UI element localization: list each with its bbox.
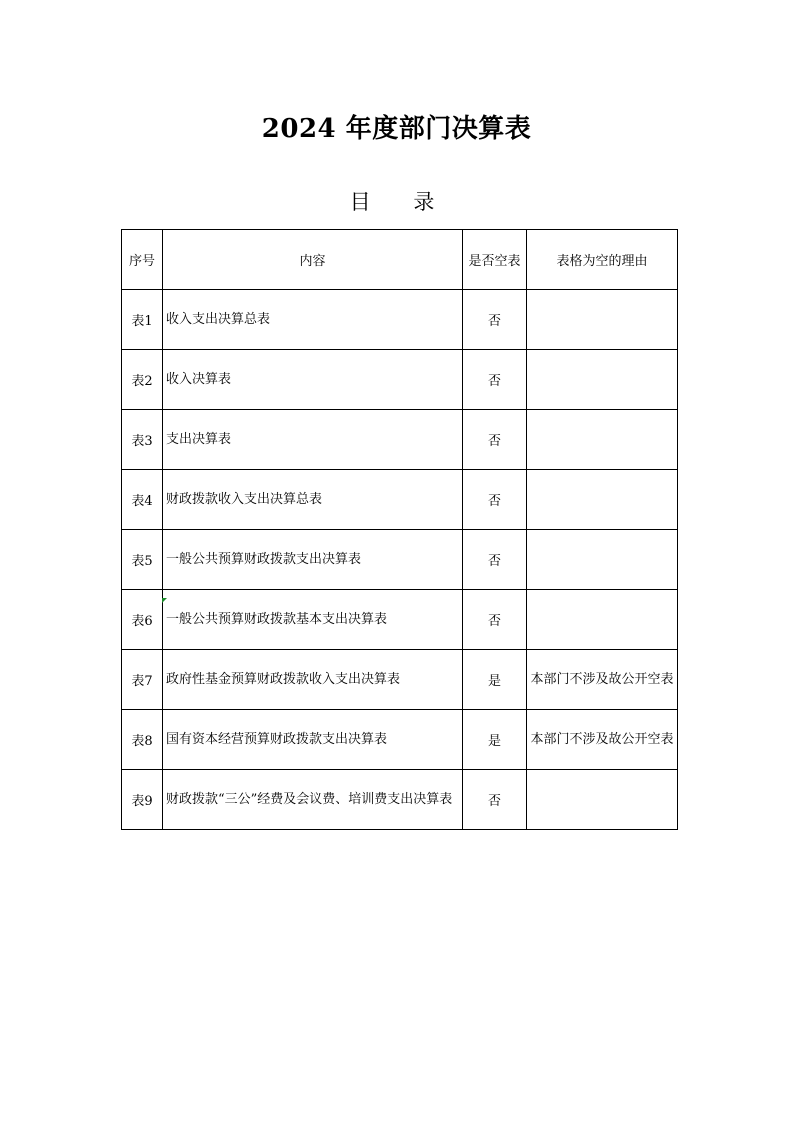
row-is-empty: 否 (463, 590, 527, 650)
row-no: 表9 (122, 770, 163, 830)
row-reason (527, 530, 678, 590)
row-reason: 本部门不涉及故公开空表 (527, 650, 678, 710)
row-is-empty: 否 (463, 530, 527, 590)
header-content: 内容 (163, 230, 463, 290)
row-reason (527, 590, 678, 650)
table-row (122, 650, 678, 710)
row-no: 表3 (122, 410, 163, 470)
row-no: 表8 (122, 710, 163, 770)
table-row (122, 350, 678, 410)
row-reason (527, 290, 678, 350)
header-reason: 表格为空的理由 (527, 230, 678, 290)
row-is-empty: 否 (463, 770, 527, 830)
table-header-row (122, 230, 678, 290)
row-content: 支出决算表 (163, 410, 463, 470)
row-no: 表5 (122, 530, 163, 590)
row-is-empty: 否 (463, 470, 527, 530)
row-content: 国有资本经营预算财政拨款支出决算表 (163, 710, 463, 770)
row-no: 表4 (122, 470, 163, 530)
table-row (122, 710, 678, 770)
catalog-heading: 目 录 (349, 190, 453, 214)
row-reason (527, 410, 678, 470)
row-reason (527, 770, 678, 830)
row-reason: 本部门不涉及故公开空表 (527, 710, 678, 770)
table-row (122, 530, 678, 590)
cell-comment-marker (162, 598, 167, 603)
row-content: 一般公共预算财政拨款基本支出决算表 (163, 590, 463, 650)
row-content: 财政拨款“三公”经费及会议费、培训费支出决算表 (163, 770, 463, 830)
table-row (122, 590, 678, 650)
row-reason (527, 350, 678, 410)
row-no: 表2 (122, 350, 163, 410)
row-is-empty: 是 (463, 650, 527, 710)
row-content: 一般公共预算财政拨款支出决算表 (163, 530, 463, 590)
table-row (122, 410, 678, 470)
row-content: 收入支出决算总表 (163, 290, 463, 350)
row-no: 表1 (122, 290, 163, 350)
catalog-table (121, 229, 678, 830)
row-is-empty: 否 (463, 410, 527, 470)
header-is-empty: 是否空表 (463, 230, 527, 290)
row-is-empty: 是 (463, 710, 527, 770)
table-row (122, 290, 678, 350)
table-row (122, 470, 678, 530)
table-row (122, 770, 678, 830)
row-no: 表7 (122, 650, 163, 710)
row-is-empty: 否 (463, 290, 527, 350)
row-content: 政府性基金预算财政拨款收入支出决算表 (163, 650, 463, 710)
header-no: 序号 (122, 230, 163, 290)
page-title: 2024 年度部门决算表 (261, 114, 532, 144)
row-content: 收入决算表 (163, 350, 463, 410)
row-is-empty: 否 (463, 350, 527, 410)
row-no: 表6 (122, 590, 163, 650)
row-reason (527, 470, 678, 530)
row-content: 财政拨款收入支出决算总表 (163, 470, 463, 530)
